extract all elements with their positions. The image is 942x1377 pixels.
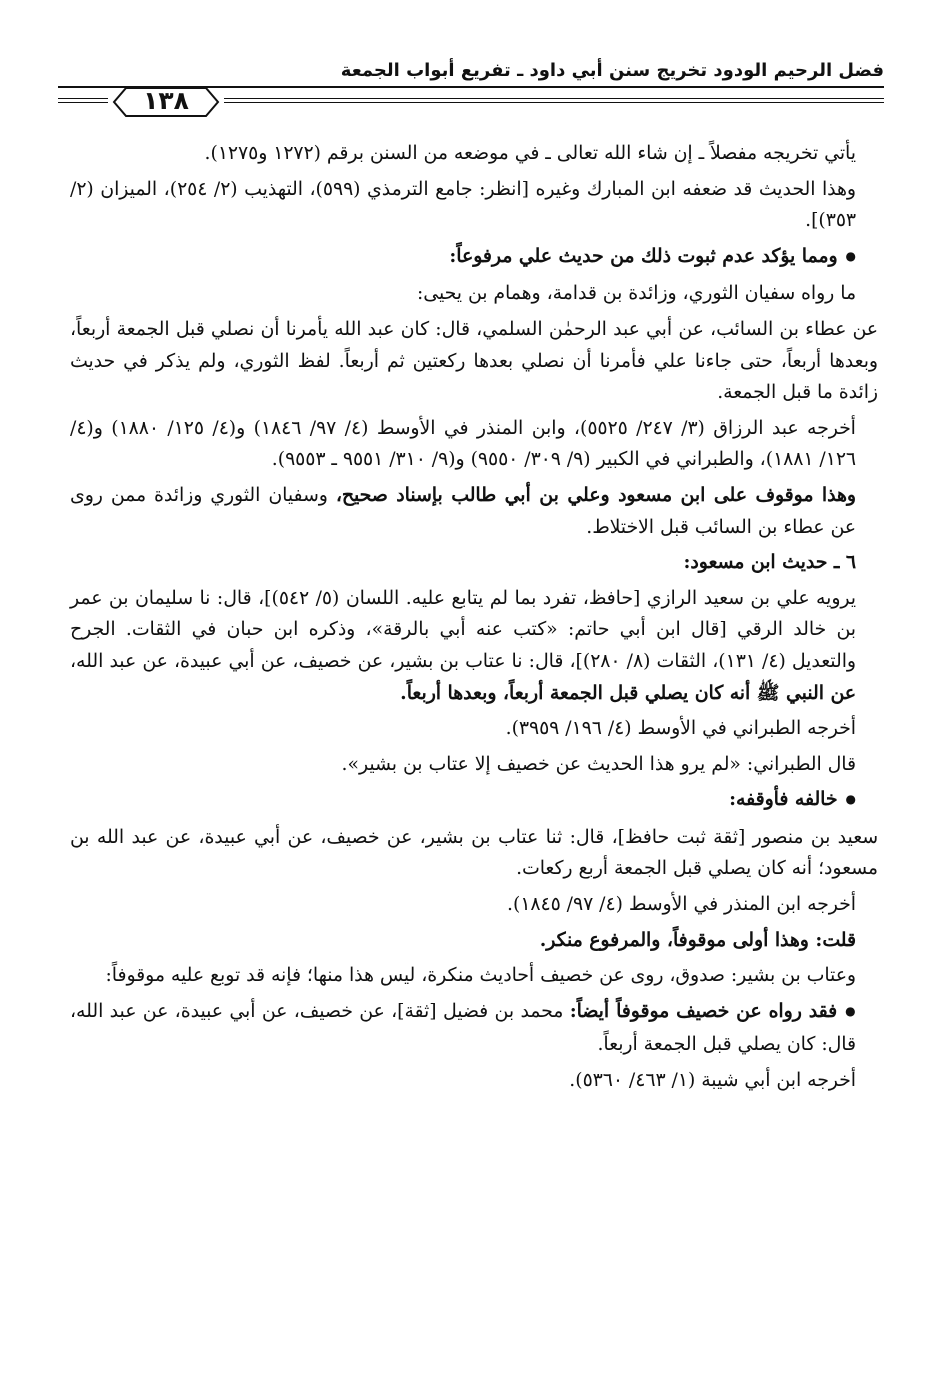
page-number: ١٣٨	[143, 86, 189, 115]
paragraph: أخرجه ابن المنذر في الأوسط (٤/ ٩٧/ ١٨٤٥).	[507, 894, 856, 916]
section-heading: ● ومما يؤكد عدم ثبوت ذلك من حديث علي مرفوعاً:	[70, 241, 878, 275]
header-rule-right	[224, 98, 884, 99]
header-rule-left	[58, 98, 108, 99]
paragraph: ما رواه سفيان الثوري، وزائدة بن قدامة، وهمام بن يحيى:	[416, 283, 856, 305]
header-rule-right-2	[224, 102, 884, 103]
page-header	[58, 52, 884, 132]
paragraph: أخرجه الطبراني في الأوسط (٤/ ١٩٦/ ٣٩٥٩).	[505, 718, 856, 740]
paragraph: قال الطبراني: «لم يرو هذا الحديث عن خصيف إلا عتاب بن بشير».	[341, 753, 856, 775]
running-title: فضل الرحيم الودود تخريج سنن أبي داود ـ تفريع أبواب الجمعة	[340, 60, 884, 81]
paragraph: أخرجه عبد الرزاق (٣/ ٢٤٧/ ٥٥٢٥)، وابن المنذر في الأوسط (٤/ ٩٧/ ١٨٤٦) و(٤/ ١٢٥/ ١٨٨٠) و(٤/ ١٢٦/ ١٨٨١)، والطبراني في الكبير (٩/ ٣٠٩/ ٩٥٥٠) و(٩/ ٣١٠/ ٩٥٥١ ـ ٩٥٥٣).	[70, 417, 856, 471]
bold-text: عن النبي ﷺ أنه كان يصلي قبل الجمعة أربعاً، وبعدها أربعاً.	[400, 681, 856, 704]
text: محمد بن فضيل [ثقة]، عن خصيف، عن أبي عبيدة، عن عبد الله، قال: كان يصلي قبل الجمعة أربعاً.	[70, 1000, 856, 1056]
conclusion: قلت: وهذا أولى موقوفاً، والمرفوع منكر.	[539, 928, 856, 951]
bold-text: فقد رواه عن خصيف موقوفاً أيضاً:	[569, 999, 838, 1022]
paragraph: وعتاب بن بشير: صدوق، روى عن خصيف أحاديث منكرة، ليس هذا منها؛ فإنه قد توبع عليه موقوفاً:	[105, 965, 856, 987]
paragraph: يأتي تخريجه مفصلاً ـ إن شاء الله تعالى ـ في موضعه من السنن برقم (١٢٧٢ و١٢٧٥).	[204, 143, 856, 164]
paragraph: وهذا الحديث قد ضعفه ابن المبارك وغيره [انظر: جامع الترمذي (٥٩٩)، التهذيب (٢/ ٢٥٤)، الميزان (٢/ ٣٥٣)].	[70, 178, 857, 232]
paragraph: سعيد بن منصور [ثقة ثبت حافظ]، قال: ثنا عتاب بن بشير، عن خصيف، عن أبي عبيدة، عن عبد الله بن مسعود؛ أنه كان يصلي قبل الجمعة أربع ركعات.	[70, 826, 878, 880]
main-text	[70, 138, 878, 1101]
paragraph	[70, 996, 878, 1061]
paragraph	[70, 480, 878, 543]
header-rule-left-2	[58, 102, 108, 103]
page-number-badge	[112, 82, 220, 122]
paragraph	[70, 583, 878, 709]
bold-text: وهذا موقوف على ابن مسعود وعلي بن أبي طالب بإسناد صحيح،	[335, 483, 856, 506]
text: يرويه علي بن سعيد الرازي [حافظ، تفرد بما لم يتابع عليه. اللسان (٥/ ٥٤٢)]، قال: نا سليمان بن عمر بن خالد الرقي [قال ابن أبي حاتم: «كتب عنه أبي بالرقة»، وذكره ابن حبان في الثقات. الجرح والتعديل (٤/ ١٣١)، الثقات (٨/ ٢٨٠)]، قال: نا عتاب بن بشير، عن خصيف، عن أبي عبيدة، عن عبد الله،	[70, 587, 856, 672]
paragraph: عن عطاء بن السائب، عن أبي عبد الرحمٰن السلمي، قال: كان عبد الله يأمرنا أن نصلي قبل الجمعة أربعاً، وبعدها أربعاً، حتى جاءنا علي فأمرنا أن نصلي بعدها ركعتين ثم أربعاً. لفظ الثوري، ولم يذكر في حديث زائدة ما قبل الجمعة.	[70, 318, 878, 404]
text: وسفيان الثوري وزائدة ممن روى عن عطاء بن السائب قبل الاختلاط.	[70, 484, 856, 538]
section-heading: ● خالفه فأوقفه:	[70, 784, 878, 818]
section-heading: ٦ ـ حديث ابن مسعود:	[683, 551, 856, 574]
paragraph: أخرجه ابن أبي شيبة (١/ ٤٦٣/ ٥٣٦٠).	[569, 1070, 856, 1092]
